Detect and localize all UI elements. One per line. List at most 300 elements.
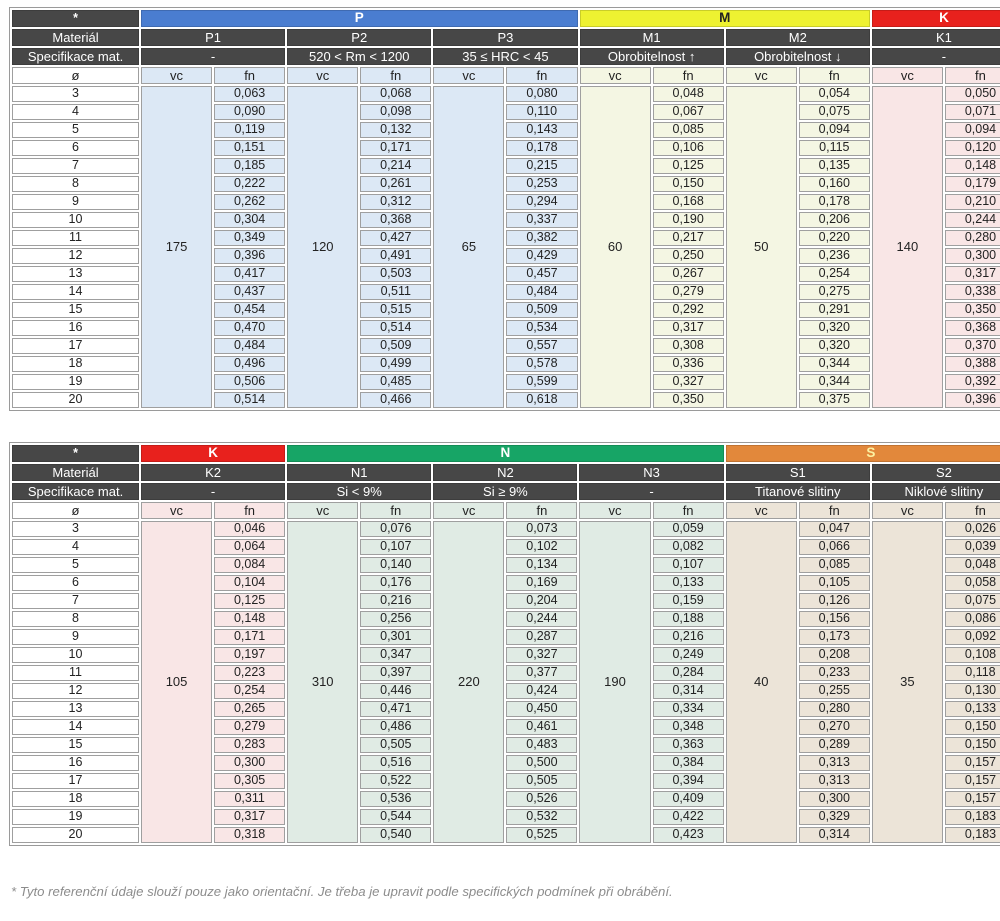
footnote: * Tyto referenční údaje slouží pouze jako orientační. Je třeba je upravit podle specifických podmínek při obrábění. xyxy=(11,884,673,899)
fn-value-n3: 0,082 xyxy=(653,539,724,555)
fn-value-s2: 0,048 xyxy=(945,557,1000,573)
fn-value-k2: 0,197 xyxy=(214,647,285,663)
fn-value-p2: 0,312 xyxy=(360,194,431,210)
fn-value-m1: 0,250 xyxy=(653,248,724,264)
fn-value-n3: 0,394 xyxy=(653,773,724,789)
fn-value-m1: 0,048 xyxy=(653,86,724,102)
material-name-s1: S1 xyxy=(726,464,870,481)
diameter-cell: 16 xyxy=(12,755,139,771)
fn-value-n1: 0,216 xyxy=(360,593,431,609)
fn-value-k1: 0,388 xyxy=(945,356,1000,372)
fn-value-m2: 0,344 xyxy=(799,374,870,390)
vc-header-m2: vc xyxy=(726,67,797,84)
fn-value-p3: 0,509 xyxy=(506,302,577,318)
diameter-column-header: ø xyxy=(12,502,139,519)
fn-value-p2: 0,485 xyxy=(360,374,431,390)
material-row-label: Materiál xyxy=(12,29,139,46)
fn-value-n2: 0,532 xyxy=(506,809,577,825)
fn-value-m1: 0,168 xyxy=(653,194,724,210)
fn-header-m1: fn xyxy=(653,67,724,84)
material-name-n1: N1 xyxy=(287,464,431,481)
fn-value-m1: 0,279 xyxy=(653,284,724,300)
vc-value-k1: 140 xyxy=(872,86,943,408)
fn-value-n2: 0,287 xyxy=(506,629,577,645)
fn-value-s1: 0,173 xyxy=(799,629,870,645)
fn-value-s2: 0,150 xyxy=(945,737,1000,753)
fn-header-s2: fn xyxy=(945,502,1000,519)
fn-value-p1: 0,185 xyxy=(214,158,285,174)
fn-value-k2: 0,223 xyxy=(214,665,285,681)
fn-value-p1: 0,484 xyxy=(214,338,285,354)
fn-value-n1: 0,540 xyxy=(360,827,431,843)
fn-value-k1: 0,244 xyxy=(945,212,1000,228)
fn-value-s1: 0,270 xyxy=(799,719,870,735)
spec-p3: 35 ≤ HRC < 45 xyxy=(433,48,577,65)
fn-value-s1: 0,313 xyxy=(799,773,870,789)
fn-value-p3: 0,429 xyxy=(506,248,577,264)
cutting-data-table-1 xyxy=(9,7,1000,411)
fn-value-p1: 0,437 xyxy=(214,284,285,300)
fn-value-p1: 0,396 xyxy=(214,248,285,264)
diameter-cell: 11 xyxy=(12,665,139,681)
fn-value-p1: 0,119 xyxy=(214,122,285,138)
diameter-cell: 15 xyxy=(12,302,139,318)
fn-value-m1: 0,067 xyxy=(653,104,724,120)
material-name-s2: S2 xyxy=(872,464,1000,481)
fn-value-p2: 0,509 xyxy=(360,338,431,354)
fn-value-p2: 0,503 xyxy=(360,266,431,282)
diameter-cell: 8 xyxy=(12,176,139,192)
fn-value-p2: 0,171 xyxy=(360,140,431,156)
fn-value-k2: 0,254 xyxy=(214,683,285,699)
fn-value-m2: 0,320 xyxy=(799,338,870,354)
fn-value-k2: 0,046 xyxy=(214,521,285,537)
spec-p2: 520 < Rm < 1200 xyxy=(287,48,431,65)
fn-value-m1: 0,308 xyxy=(653,338,724,354)
fn-value-p3: 0,294 xyxy=(506,194,577,210)
diameter-cell: 12 xyxy=(12,248,139,264)
fn-value-n1: 0,347 xyxy=(360,647,431,663)
fn-value-k1: 0,317 xyxy=(945,266,1000,282)
spec-p1: - xyxy=(141,48,285,65)
fn-value-k2: 0,084 xyxy=(214,557,285,573)
fn-value-n2: 0,526 xyxy=(506,791,577,807)
vc-value-k2: 105 xyxy=(141,521,212,843)
fn-value-n2: 0,134 xyxy=(506,557,577,573)
fn-value-p3: 0,578 xyxy=(506,356,577,372)
fn-value-k1: 0,370 xyxy=(945,338,1000,354)
fn-value-p3: 0,253 xyxy=(506,176,577,192)
fn-value-p3: 0,382 xyxy=(506,230,577,246)
diameter-cell: 6 xyxy=(12,575,139,591)
fn-value-n2: 0,073 xyxy=(506,521,577,537)
diameter-cell: 19 xyxy=(12,809,139,825)
spec-k1: - xyxy=(872,48,1000,65)
spec-s1: Titanové slitiny xyxy=(726,483,870,500)
fn-value-n3: 0,159 xyxy=(653,593,724,609)
fn-value-p3: 0,143 xyxy=(506,122,577,138)
fn-value-n3: 0,188 xyxy=(653,611,724,627)
group-header-s: S xyxy=(726,445,1000,462)
fn-value-m1: 0,125 xyxy=(653,158,724,174)
fn-value-k2: 0,148 xyxy=(214,611,285,627)
fn-value-m1: 0,336 xyxy=(653,356,724,372)
vc-header-k1: vc xyxy=(872,67,943,84)
fn-value-k1: 0,148 xyxy=(945,158,1000,174)
fn-value-m2: 0,220 xyxy=(799,230,870,246)
fn-value-k1: 0,280 xyxy=(945,230,1000,246)
fn-value-s2: 0,133 xyxy=(945,701,1000,717)
fn-value-n3: 0,363 xyxy=(653,737,724,753)
fn-value-n2: 0,102 xyxy=(506,539,577,555)
fn-value-s2: 0,058 xyxy=(945,575,1000,591)
cutting-data-tables xyxy=(9,7,997,846)
fn-value-p1: 0,506 xyxy=(214,374,285,390)
fn-value-p1: 0,151 xyxy=(214,140,285,156)
diameter-column-header: ø xyxy=(12,67,139,84)
fn-value-k1: 0,094 xyxy=(945,122,1000,138)
fn-value-n2: 0,327 xyxy=(506,647,577,663)
diameter-cell: 6 xyxy=(12,140,139,156)
corner-asterisk-cell: * xyxy=(12,445,139,462)
diameter-cell: 5 xyxy=(12,122,139,138)
fn-value-n2: 0,244 xyxy=(506,611,577,627)
diameter-cell: 18 xyxy=(12,356,139,372)
diameter-cell: 4 xyxy=(12,539,139,555)
fn-header-n3: fn xyxy=(653,502,724,519)
fn-value-m2: 0,254 xyxy=(799,266,870,282)
material-name-m1: M1 xyxy=(580,29,724,46)
vc-header-m1: vc xyxy=(580,67,651,84)
fn-value-k1: 0,050 xyxy=(945,86,1000,102)
diameter-cell: 16 xyxy=(12,320,139,336)
diameter-cell: 14 xyxy=(12,719,139,735)
fn-value-k2: 0,064 xyxy=(214,539,285,555)
fn-value-n1: 0,176 xyxy=(360,575,431,591)
fn-value-m2: 0,291 xyxy=(799,302,870,318)
fn-value-p3: 0,599 xyxy=(506,374,577,390)
fn-value-p2: 0,068 xyxy=(360,86,431,102)
fn-value-n3: 0,133 xyxy=(653,575,724,591)
fn-value-m2: 0,275 xyxy=(799,284,870,300)
fn-value-s1: 0,208 xyxy=(799,647,870,663)
fn-value-p3: 0,457 xyxy=(506,266,577,282)
fn-value-p3: 0,484 xyxy=(506,284,577,300)
spec-n3: - xyxy=(579,483,723,500)
fn-value-s2: 0,118 xyxy=(945,665,1000,681)
fn-value-p2: 0,511 xyxy=(360,284,431,300)
vc-header-p2: vc xyxy=(287,67,358,84)
fn-value-s1: 0,300 xyxy=(799,791,870,807)
fn-value-p3: 0,337 xyxy=(506,212,577,228)
fn-value-p2: 0,098 xyxy=(360,104,431,120)
fn-value-p1: 0,496 xyxy=(214,356,285,372)
fn-value-n3: 0,334 xyxy=(653,701,724,717)
fn-value-s2: 0,026 xyxy=(945,521,1000,537)
fn-value-p2: 0,427 xyxy=(360,230,431,246)
fn-value-m1: 0,317 xyxy=(653,320,724,336)
fn-value-s1: 0,329 xyxy=(799,809,870,825)
fn-value-p2: 0,466 xyxy=(360,392,431,408)
fn-value-p3: 0,110 xyxy=(506,104,577,120)
fn-value-p3: 0,618 xyxy=(506,392,577,408)
fn-value-k1: 0,071 xyxy=(945,104,1000,120)
fn-value-s1: 0,126 xyxy=(799,593,870,609)
fn-value-p3: 0,080 xyxy=(506,86,577,102)
fn-value-m2: 0,115 xyxy=(799,140,870,156)
material-name-n3: N3 xyxy=(579,464,723,481)
fn-value-s2: 0,157 xyxy=(945,773,1000,789)
diameter-cell: 3 xyxy=(12,521,139,537)
fn-value-s2: 0,157 xyxy=(945,755,1000,771)
fn-header-k2: fn xyxy=(214,502,285,519)
fn-value-m2: 0,178 xyxy=(799,194,870,210)
fn-value-n2: 0,169 xyxy=(506,575,577,591)
fn-value-n1: 0,505 xyxy=(360,737,431,753)
fn-value-n1: 0,486 xyxy=(360,719,431,735)
fn-value-n3: 0,107 xyxy=(653,557,724,573)
fn-value-n1: 0,076 xyxy=(360,521,431,537)
fn-value-n1: 0,536 xyxy=(360,791,431,807)
fn-value-s2: 0,183 xyxy=(945,809,1000,825)
fn-value-p2: 0,368 xyxy=(360,212,431,228)
fn-value-k1: 0,350 xyxy=(945,302,1000,318)
fn-value-m2: 0,236 xyxy=(799,248,870,264)
fn-header-n1: fn xyxy=(360,502,431,519)
fn-value-n2: 0,500 xyxy=(506,755,577,771)
fn-value-p2: 0,491 xyxy=(360,248,431,264)
fn-value-p1: 0,090 xyxy=(214,104,285,120)
fn-value-p2: 0,261 xyxy=(360,176,431,192)
fn-value-n1: 0,140 xyxy=(360,557,431,573)
vc-header-n3: vc xyxy=(579,502,650,519)
fn-value-m1: 0,106 xyxy=(653,140,724,156)
fn-value-n2: 0,505 xyxy=(506,773,577,789)
fn-value-k2: 0,279 xyxy=(214,719,285,735)
fn-value-n3: 0,384 xyxy=(653,755,724,771)
fn-value-p1: 0,262 xyxy=(214,194,285,210)
fn-value-s1: 0,085 xyxy=(799,557,870,573)
diameter-cell: 7 xyxy=(12,158,139,174)
fn-value-k2: 0,283 xyxy=(214,737,285,753)
fn-value-m2: 0,054 xyxy=(799,86,870,102)
fn-header-s1: fn xyxy=(799,502,870,519)
fn-value-s1: 0,313 xyxy=(799,755,870,771)
fn-value-n1: 0,397 xyxy=(360,665,431,681)
vc-value-m1: 60 xyxy=(580,86,651,408)
fn-value-p1: 0,349 xyxy=(214,230,285,246)
fn-value-m1: 0,267 xyxy=(653,266,724,282)
fn-value-n1: 0,516 xyxy=(360,755,431,771)
fn-value-n3: 0,216 xyxy=(653,629,724,645)
diameter-cell: 20 xyxy=(12,827,139,843)
fn-value-m1: 0,085 xyxy=(653,122,724,138)
fn-value-n2: 0,461 xyxy=(506,719,577,735)
fn-header-p2: fn xyxy=(360,67,431,84)
vc-header-s2: vc xyxy=(872,502,943,519)
diameter-cell: 13 xyxy=(12,701,139,717)
vc-header-s1: vc xyxy=(726,502,797,519)
diameter-cell: 15 xyxy=(12,737,139,753)
fn-value-n1: 0,107 xyxy=(360,539,431,555)
fn-value-m1: 0,150 xyxy=(653,176,724,192)
vc-value-n1: 310 xyxy=(287,521,358,843)
fn-value-n3: 0,422 xyxy=(653,809,724,825)
fn-value-m2: 0,344 xyxy=(799,356,870,372)
fn-value-n2: 0,377 xyxy=(506,665,577,681)
group-header-n: N xyxy=(287,445,724,462)
fn-value-p2: 0,132 xyxy=(360,122,431,138)
fn-value-p3: 0,178 xyxy=(506,140,577,156)
material-name-m2: M2 xyxy=(726,29,870,46)
fn-value-m1: 0,292 xyxy=(653,302,724,318)
diameter-cell: 14 xyxy=(12,284,139,300)
group-header-k: K xyxy=(872,10,1000,27)
fn-value-n1: 0,446 xyxy=(360,683,431,699)
fn-value-k1: 0,179 xyxy=(945,176,1000,192)
vc-header-n2: vc xyxy=(433,502,504,519)
fn-value-s2: 0,183 xyxy=(945,827,1000,843)
fn-value-m2: 0,320 xyxy=(799,320,870,336)
fn-value-m1: 0,190 xyxy=(653,212,724,228)
diameter-cell: 10 xyxy=(12,212,139,228)
diameter-cell: 9 xyxy=(12,194,139,210)
fn-value-k2: 0,311 xyxy=(214,791,285,807)
fn-value-s1: 0,047 xyxy=(799,521,870,537)
fn-value-n3: 0,423 xyxy=(653,827,724,843)
fn-value-p2: 0,499 xyxy=(360,356,431,372)
fn-value-s2: 0,150 xyxy=(945,719,1000,735)
fn-value-s1: 0,105 xyxy=(799,575,870,591)
vc-header-p3: vc xyxy=(433,67,504,84)
diameter-cell: 4 xyxy=(12,104,139,120)
vc-value-p3: 65 xyxy=(433,86,504,408)
fn-value-k1: 0,338 xyxy=(945,284,1000,300)
fn-header-k1: fn xyxy=(945,67,1000,84)
vc-value-n2: 220 xyxy=(433,521,504,843)
fn-value-n2: 0,483 xyxy=(506,737,577,753)
diameter-cell: 7 xyxy=(12,593,139,609)
fn-value-m2: 0,160 xyxy=(799,176,870,192)
fn-value-p1: 0,222 xyxy=(214,176,285,192)
fn-header-p3: fn xyxy=(506,67,577,84)
vc-header-n1: vc xyxy=(287,502,358,519)
fn-value-p2: 0,214 xyxy=(360,158,431,174)
diameter-cell: 17 xyxy=(12,773,139,789)
vc-value-m2: 50 xyxy=(726,86,797,408)
diameter-cell: 11 xyxy=(12,230,139,246)
fn-value-k2: 0,318 xyxy=(214,827,285,843)
diameter-cell: 18 xyxy=(12,791,139,807)
fn-value-p1: 0,470 xyxy=(214,320,285,336)
fn-value-p3: 0,534 xyxy=(506,320,577,336)
fn-value-m1: 0,350 xyxy=(653,392,724,408)
fn-value-p1: 0,514 xyxy=(214,392,285,408)
material-name-k2: K2 xyxy=(141,464,285,481)
spec-k2: - xyxy=(141,483,285,500)
fn-value-s2: 0,130 xyxy=(945,683,1000,699)
fn-value-n3: 0,059 xyxy=(653,521,724,537)
fn-value-s1: 0,156 xyxy=(799,611,870,627)
material-name-n2: N2 xyxy=(433,464,577,481)
fn-value-p1: 0,063 xyxy=(214,86,285,102)
fn-value-p2: 0,515 xyxy=(360,302,431,318)
fn-value-k1: 0,300 xyxy=(945,248,1000,264)
diameter-cell: 17 xyxy=(12,338,139,354)
vc-value-s1: 40 xyxy=(726,521,797,843)
fn-value-m2: 0,094 xyxy=(799,122,870,138)
spec-m2: Obrobitelnost ↓ xyxy=(726,48,870,65)
diameter-cell: 5 xyxy=(12,557,139,573)
fn-value-n1: 0,544 xyxy=(360,809,431,825)
diameter-cell: 8 xyxy=(12,611,139,627)
diameter-cell: 3 xyxy=(12,86,139,102)
fn-value-k2: 0,265 xyxy=(214,701,285,717)
fn-value-m1: 0,217 xyxy=(653,230,724,246)
fn-value-n2: 0,424 xyxy=(506,683,577,699)
vc-value-s2: 35 xyxy=(872,521,943,843)
fn-value-s2: 0,086 xyxy=(945,611,1000,627)
diameter-cell: 19 xyxy=(12,374,139,390)
cutting-data-table-2 xyxy=(9,442,1000,846)
fn-value-n3: 0,249 xyxy=(653,647,724,663)
data-row-diameter-3 xyxy=(12,86,1000,102)
material-row-label: Materiál xyxy=(12,464,139,481)
fn-header-m2: fn xyxy=(799,67,870,84)
spec-n2: Si ≥ 9% xyxy=(433,483,577,500)
material-name-p3: P3 xyxy=(433,29,577,46)
fn-header-p1: fn xyxy=(214,67,285,84)
fn-header-n2: fn xyxy=(506,502,577,519)
fn-value-k1: 0,396 xyxy=(945,392,1000,408)
diameter-cell: 10 xyxy=(12,647,139,663)
fn-value-k1: 0,210 xyxy=(945,194,1000,210)
group-header-p: P xyxy=(141,10,578,27)
fn-value-s1: 0,255 xyxy=(799,683,870,699)
group-header-m: M xyxy=(580,10,870,27)
fn-value-s2: 0,075 xyxy=(945,593,1000,609)
fn-value-n3: 0,409 xyxy=(653,791,724,807)
vc-value-n3: 190 xyxy=(579,521,650,843)
fn-value-s2: 0,039 xyxy=(945,539,1000,555)
fn-value-m2: 0,135 xyxy=(799,158,870,174)
fn-value-p1: 0,417 xyxy=(214,266,285,282)
diameter-cell: 13 xyxy=(12,266,139,282)
fn-value-n3: 0,348 xyxy=(653,719,724,735)
fn-value-n1: 0,471 xyxy=(360,701,431,717)
fn-value-p3: 0,215 xyxy=(506,158,577,174)
fn-value-m2: 0,375 xyxy=(799,392,870,408)
diameter-cell: 12 xyxy=(12,683,139,699)
fn-value-s1: 0,280 xyxy=(799,701,870,717)
fn-value-n3: 0,284 xyxy=(653,665,724,681)
fn-value-n3: 0,314 xyxy=(653,683,724,699)
fn-value-s2: 0,092 xyxy=(945,629,1000,645)
fn-value-n2: 0,450 xyxy=(506,701,577,717)
data-row-diameter-3 xyxy=(12,521,1000,537)
spec-n1: Si < 9% xyxy=(287,483,431,500)
fn-value-k2: 0,171 xyxy=(214,629,285,645)
spec-row-label: Specifikace mat. xyxy=(12,48,139,65)
fn-value-n2: 0,204 xyxy=(506,593,577,609)
fn-value-s1: 0,314 xyxy=(799,827,870,843)
fn-value-n2: 0,525 xyxy=(506,827,577,843)
vc-value-p2: 120 xyxy=(287,86,358,408)
fn-value-n1: 0,522 xyxy=(360,773,431,789)
fn-value-k1: 0,368 xyxy=(945,320,1000,336)
fn-value-m1: 0,327 xyxy=(653,374,724,390)
material-name-p2: P2 xyxy=(287,29,431,46)
